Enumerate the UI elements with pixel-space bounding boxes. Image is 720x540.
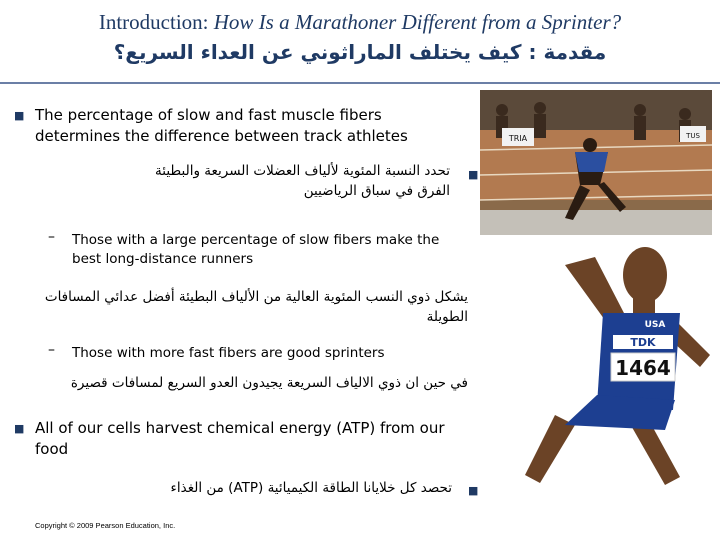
bullet-square-icon: ■ [468,484,479,497]
sub2-arabic: في حين ان ذوي الالياف السريعة يجيدون العدو السريع لمسافات قصيرة [70,375,468,391]
sub2-english: Those with more fast fibers are good sprinters [72,345,385,361]
bullet-square-icon: ■ [468,168,479,181]
slide-title-english [0,10,720,35]
sub1-arabic: يشكل ذوي النسب المئوية العالية من الألياف البطيئة أفضل عدائي المسافات الطويلة [44,289,468,325]
sub1-english: Those with a large percentage of slow fibers make the best long-distance runners [72,232,440,267]
sprinters-photo [480,90,712,235]
bib-text: TUS [686,132,700,140]
bib-number-text: 1464 [615,356,671,380]
bib-text: TRIA [508,134,528,143]
bullet-square-icon: ■ [14,422,25,435]
country-text: USA [644,320,666,330]
copyright-notice: Copyright © 2009 Pearson Education, Inc. [35,521,176,530]
brand-text: TDK [630,336,656,349]
title-divider [0,82,720,84]
bullet-square-icon: ■ [14,109,25,122]
sprinter-athlete-photo [495,245,720,495]
bullet2-english: All of our cells harvest chemical energy (ATP) from our food [35,419,445,458]
dash-icon: – [48,342,55,358]
dash-icon: – [48,229,55,245]
title-question: How Is a Marathoner Different from a Sprinter? [213,10,622,34]
bullet2-arabic: تحصد كل خلايانا الطاقة الكيميائية (ATP) من الغذاء [170,480,452,496]
title-prefix: Introduction: [98,10,214,34]
bullet1-english: The percentage of slow and fast muscle fibers determines the difference between track athletes [35,106,408,145]
slide-title-arabic: مقدمة : كيف يختلف الماراثوني عن العداء السريع؟ [113,40,607,64]
bullet1-arabic: تحدد النسبة المئوية لألياف العضلات السريعة والبطيئة الفرق في سباق الرياضيين [155,163,450,199]
